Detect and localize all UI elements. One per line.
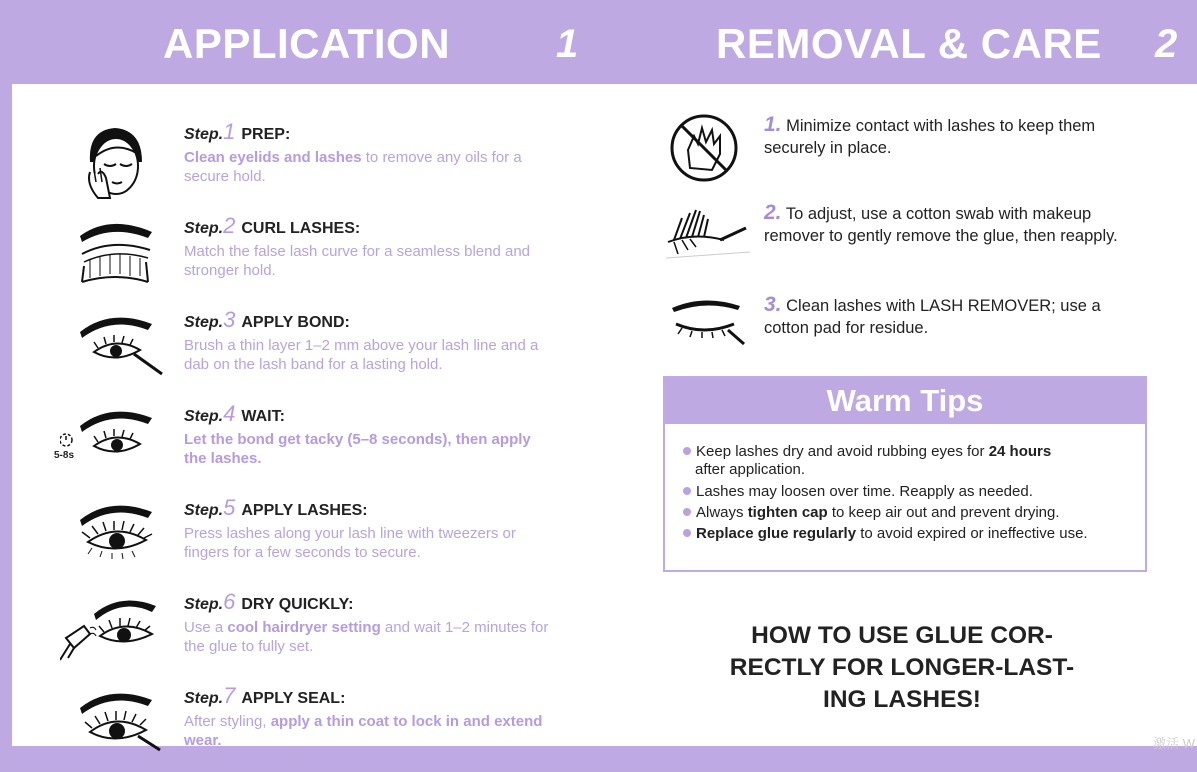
timer-label: 5-8s: [54, 450, 75, 461]
no-touch-icon: [664, 114, 754, 184]
step-word: Step.: [184, 408, 224, 425]
cotton-swab-icon: [664, 202, 754, 272]
content-panel: [12, 84, 1197, 751]
step-title: [184, 495, 368, 521]
step-1: [12, 119, 572, 208]
closed-eye-icon: [664, 294, 754, 364]
step-description: Match the false lash curve for a seamless blend and stronger hold.: [184, 243, 531, 279]
header-band: [0, 0, 1197, 84]
step-word: Step.: [184, 126, 224, 143]
step-number: 3: [223, 307, 236, 332]
bullet-icon: [683, 487, 691, 495]
step-desc-text: After styling,: [184, 713, 271, 730]
step-4: [12, 401, 572, 490]
step-description: Press lashes along your lash line with tweezers or fingers for a few seconds to secure.: [184, 525, 516, 561]
removal-text: [764, 294, 1144, 339]
step-name: DRY QUICKLY:: [241, 596, 354, 613]
step-word: Step.: [184, 690, 224, 707]
step-word: Step.: [184, 596, 224, 613]
removal-number: 1.: [764, 113, 782, 136]
heading-line-1: HOW TO USE GLUE COR-: [751, 622, 1053, 649]
bond-brush-eye-icon: [60, 310, 170, 390]
tip-text: to keep air out and prevent drying.: [827, 504, 1060, 521]
removal-number: 2.: [764, 201, 782, 224]
removal-text-body: Minimize contact with lashes to keep them securely in place.: [764, 117, 1096, 157]
bullet-icon: [683, 529, 691, 537]
tip-3: [683, 503, 1135, 522]
step-desc-text: Use a: [184, 619, 228, 636]
tip-2: [683, 482, 1135, 501]
step-desc-text: to remove any oils for a secure hold.: [184, 149, 522, 185]
step-5: [12, 495, 572, 584]
step-desc-highlight: Clean eyelids and lashes: [184, 149, 362, 166]
removal-title: REMOVAL & CARE: [716, 20, 1102, 67]
face-cleansing-icon: [60, 122, 170, 202]
tip-text: Keep lashes dry and avoid rubbing eyes for: [696, 443, 989, 460]
step-title: [184, 589, 354, 615]
tip-1-continued: after application.: [695, 461, 806, 478]
lash-curler-icon: [60, 216, 170, 296]
step-name: CURL LASHES:: [241, 220, 361, 237]
tip-bold: tighten cap: [747, 504, 828, 521]
removal-number: 3.: [764, 293, 782, 316]
step-description: [184, 148, 554, 186]
heading-line-2: RECTLY FOR LONGER-LAST-: [729, 654, 1075, 681]
tip-text: Always: [696, 504, 748, 521]
glue-usage-heading: [692, 620, 1112, 716]
step-description: Let the bond get tacky (5–8 seconds), then apply the lashes.: [184, 431, 531, 467]
removal-text: [764, 202, 1144, 247]
step-number: 2: [223, 213, 236, 238]
step-desc-highlight: cool hairdryer setting: [227, 619, 381, 636]
step-6: [12, 589, 572, 678]
step-title: [184, 307, 350, 333]
timer-eye-icon: [60, 404, 170, 484]
step-description: [184, 618, 554, 656]
tip-bold: 24 hours: [988, 443, 1052, 460]
bullet-icon: [683, 447, 691, 455]
warm-tips-title: Warm Tips: [665, 378, 1145, 424]
removal-item-2: [664, 202, 1184, 272]
step-2: [12, 213, 572, 302]
watermark: 激活 W: [1153, 736, 1195, 751]
step-name: APPLY LASHES:: [241, 502, 368, 519]
step-title: [184, 683, 346, 709]
step-word: Step.: [184, 314, 224, 331]
tip-text: to avoid expired or ineffective use.: [856, 525, 1088, 542]
removal-text-body: To adjust, use a cotton swab with makeup remover to gently remove the glue, then reapply.: [764, 205, 1118, 245]
step-title: [184, 119, 291, 145]
step-description: Brush a thin layer 1–2 mm above your lash line and a dab on the lash band for a lasting hold.: [184, 337, 539, 373]
step-3: [12, 307, 572, 396]
heading-line-3: ING LASHES!: [823, 686, 981, 713]
step-number: 4: [223, 401, 236, 426]
removal-text: [764, 114, 1144, 159]
step-7: [12, 683, 572, 772]
application-title: APPLICATION: [163, 20, 451, 67]
step-name: APPLY BOND:: [241, 314, 350, 331]
warm-tips-box: [663, 376, 1147, 572]
step-name: WAIT:: [241, 408, 285, 425]
step-word: Step.: [184, 502, 224, 519]
removal-item-3: [664, 294, 1184, 354]
tip-bold: Replace glue regularly: [696, 525, 857, 542]
step-title: [184, 213, 361, 239]
application-number: 1: [556, 22, 579, 66]
step-name: APPLY SEAL:: [241, 690, 346, 707]
tip-4: [683, 524, 1135, 543]
seal-eye-icon: [60, 686, 170, 766]
tip-text: Lashes may loosen over time. Reapply as needed.: [696, 483, 1033, 500]
step-number: 6: [223, 589, 236, 614]
step-name: PREP:: [241, 126, 291, 143]
step-number: 5: [223, 495, 236, 520]
tip-1: [683, 442, 1135, 461]
removal-item-1: [664, 114, 1184, 184]
step-word: Step.: [184, 220, 224, 237]
step-description: [184, 712, 554, 750]
hairdryer-eye-icon: [60, 592, 170, 672]
bullet-icon: [683, 508, 691, 516]
removal-text-body: Clean lashes with LASH REMOVER; use a cotton pad for residue.: [764, 297, 1101, 337]
step-desc-highlight: apply a thin coat to lock in and extend wear.: [184, 713, 543, 749]
step-number: 1: [223, 119, 236, 144]
removal-number: 2: [1155, 22, 1178, 66]
step-desc-text: and wait 1–2 minutes for the glue to fully set.: [184, 619, 549, 655]
step-title: [184, 401, 285, 427]
lash-eye-icon: [60, 498, 170, 578]
step-number: 7: [223, 683, 236, 708]
